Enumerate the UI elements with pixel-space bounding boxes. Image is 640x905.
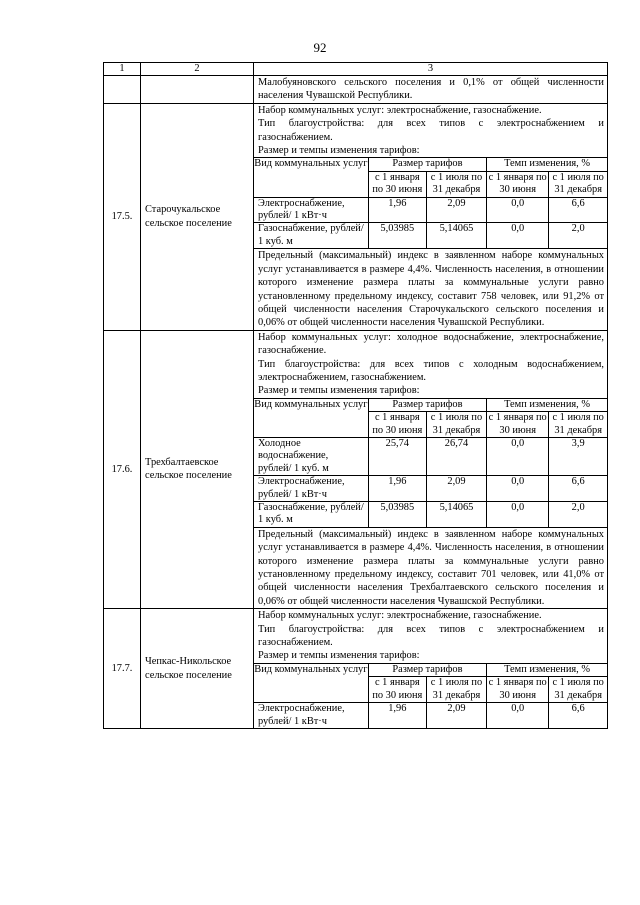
period-header: с 1 января по 30 июня (487, 171, 549, 197)
entry-content (254, 609, 608, 729)
tariff-row (254, 703, 607, 728)
services-set: Набор коммунальных услуг: холодное водоснабжение, электроснабжение, газоснабжение. (258, 331, 604, 357)
tariff-value: 5,14065 (426, 502, 486, 527)
period-header: с 1 июля по 31 декабря (549, 412, 607, 438)
tariff-size-header: Размер тарифов (368, 663, 486, 676)
tariff-intro: Размер и темпы изменения тарифов: (258, 145, 420, 157)
period-header: с 1 января по 30 июня (487, 677, 549, 703)
settlement-name: Чепкас-Никольское сельское поселение (141, 609, 254, 729)
period-header: с 1 июля по 31 декабря (426, 412, 486, 438)
entry-row (104, 609, 608, 729)
change-rate-value: 2,0 (549, 502, 607, 527)
tariff-row (254, 476, 607, 502)
change-rate-value: 0,0 (487, 223, 549, 248)
change-rate-value: 0,0 (487, 476, 549, 502)
entry-row (104, 330, 608, 609)
tariff-table (254, 398, 607, 527)
change-rate-value: 6,6 (549, 197, 607, 223)
entry-number: 17.7. (104, 609, 141, 729)
entry-content (254, 103, 608, 330)
service-type-header: Вид коммунальных услуг (254, 398, 368, 437)
tariff-value: 1,96 (368, 703, 426, 728)
improvement-type: Тип благоустройства: для всех типов с электроснабжением и газоснабжением. (258, 118, 604, 143)
period-header: с 1 июля по 31 декабря (549, 677, 607, 703)
tariff-value: 2,09 (426, 703, 486, 728)
entry-row (104, 103, 608, 330)
tariff-header-row (254, 663, 607, 676)
improvement-type: Тип благоустройства: для всех типов с холодным водоснабжением, электроснабжением, газоснабжением. (258, 358, 604, 383)
change-rate-header: Темп изменения, % (487, 158, 607, 171)
continuation-row (104, 76, 608, 104)
tariff-row (254, 223, 607, 248)
service-name: Электроснабжение, рублей/ 1 кВт·ч (254, 703, 368, 728)
tariff-header-row (254, 158, 607, 171)
services-set: Набор коммунальных услуг: электроснабжение, газоснабжение. (258, 610, 542, 622)
tariff-intro: Размер и темпы изменения тарифов: (258, 385, 420, 397)
tariff-value: 1,96 (368, 197, 426, 223)
tariff-table (254, 663, 607, 728)
entry-number: 17.6. (104, 330, 141, 609)
change-rate-value: 0,0 (487, 437, 549, 475)
change-rate-header: Темп изменения, % (487, 663, 607, 676)
period-header: с 1 января по 30 июня (368, 412, 426, 438)
entry-number: 17.5. (104, 103, 141, 330)
main-table (103, 62, 608, 729)
tariff-size-header: Размер тарифов (368, 398, 486, 411)
tariff-value: 2,09 (426, 197, 486, 223)
service-name: Газоснабжение, рублей/ 1 куб. м (254, 502, 368, 527)
page-number: 92 (313, 40, 327, 55)
tariff-row (254, 502, 607, 527)
header-col-3: 3 (254, 63, 608, 76)
tariff-value: 25,74 (368, 437, 426, 475)
tariff-table (254, 157, 607, 248)
service-name: Электроснабжение, рублей/ 1 кВт·ч (254, 476, 368, 502)
change-rate-value: 0,0 (487, 502, 549, 527)
header-col-2: 2 (141, 63, 254, 76)
change-rate-value: 3,9 (549, 437, 607, 475)
period-header: с 1 января по 30 июня (368, 677, 426, 703)
tariff-value: 1,96 (368, 476, 426, 502)
change-rate-value: 6,6 (549, 703, 607, 728)
change-rate-value: 0,0 (487, 703, 549, 728)
service-name: Газоснабжение, рублей/ 1 куб. м (254, 223, 368, 248)
continuation-text: Малобуяновского сельского поселения и 0,1% от общей численности населения Чувашской Республики. (254, 76, 608, 104)
tariff-value: 26,74 (426, 437, 486, 475)
entry-content (254, 330, 608, 609)
tariff-value: 5,14065 (426, 223, 486, 248)
improvement-type: Тип благоустройства: для всех типов с электроснабжением и газоснабжением. (258, 623, 604, 649)
service-name: Электроснабжение, рублей/ 1 кВт·ч (254, 197, 368, 223)
header-row (104, 63, 608, 76)
change-rate-value: 0,0 (487, 197, 549, 223)
tariff-value: 2,09 (426, 476, 486, 502)
conclusion-text: Предельный (максимальный) индекс в заявленном наборе коммунальных услуг устанавливается в размере 4,4%. Численность населения, в отношении которого изменение размера платы за коммунальные услуги равно установленному предельному индексу, составит 758 человек, или 91,2% от общей численности населения Старочукальского сельского поселения и 0,06% от общей численности населения Чувашской Республики. (254, 248, 607, 329)
tariff-row (254, 197, 607, 223)
service-name: Холодное водоснабжение, рублей/ 1 куб. м (254, 437, 368, 475)
period-header: с 1 июля по 31 декабря (426, 171, 486, 197)
period-header: с 1 июля по 31 декабря (426, 677, 486, 703)
tariff-row (254, 437, 607, 475)
tariff-value: 5,03985 (368, 502, 426, 527)
service-type-header: Вид коммунальных услуг (254, 158, 368, 197)
period-header: с 1 января по 30 июня (368, 171, 426, 197)
change-rate-header: Темп изменения, % (487, 398, 607, 411)
settlement-name: Старочукальское сельское поселение (141, 103, 254, 330)
services-set: Набор коммунальных услуг: электроснабжение, газоснабжение. (258, 104, 542, 116)
tariff-value: 5,03985 (368, 223, 426, 248)
settlement-name: Трехбалтаевское сельское поселение (141, 330, 254, 609)
tariff-intro: Размер и темпы изменения тарифов: (258, 650, 420, 662)
change-rate-value: 2,0 (549, 223, 607, 248)
change-rate-value: 6,6 (549, 476, 607, 502)
conclusion-text: Предельный (максимальный) индекс в заявленном наборе коммунальных услуг устанавливается в размере 4,4%. Численность населения, в отношении которого изменение размера платы за коммунальные услуги равно установленному предельному индексу, составит 701 человек, или 41,0% от общей численности населения Трехбалтаевского сельского поселения и 0,06% от общей численности населения Чувашской Республики. (254, 527, 607, 608)
tariff-header-row (254, 398, 607, 411)
tariff-size-header: Размер тарифов (368, 158, 486, 171)
period-header: с 1 июля по 31 декабря (549, 171, 607, 197)
header-col-1: 1 (104, 63, 141, 76)
period-header: с 1 января по 30 июня (487, 412, 549, 438)
service-type-header: Вид коммунальных услуг (254, 663, 368, 702)
